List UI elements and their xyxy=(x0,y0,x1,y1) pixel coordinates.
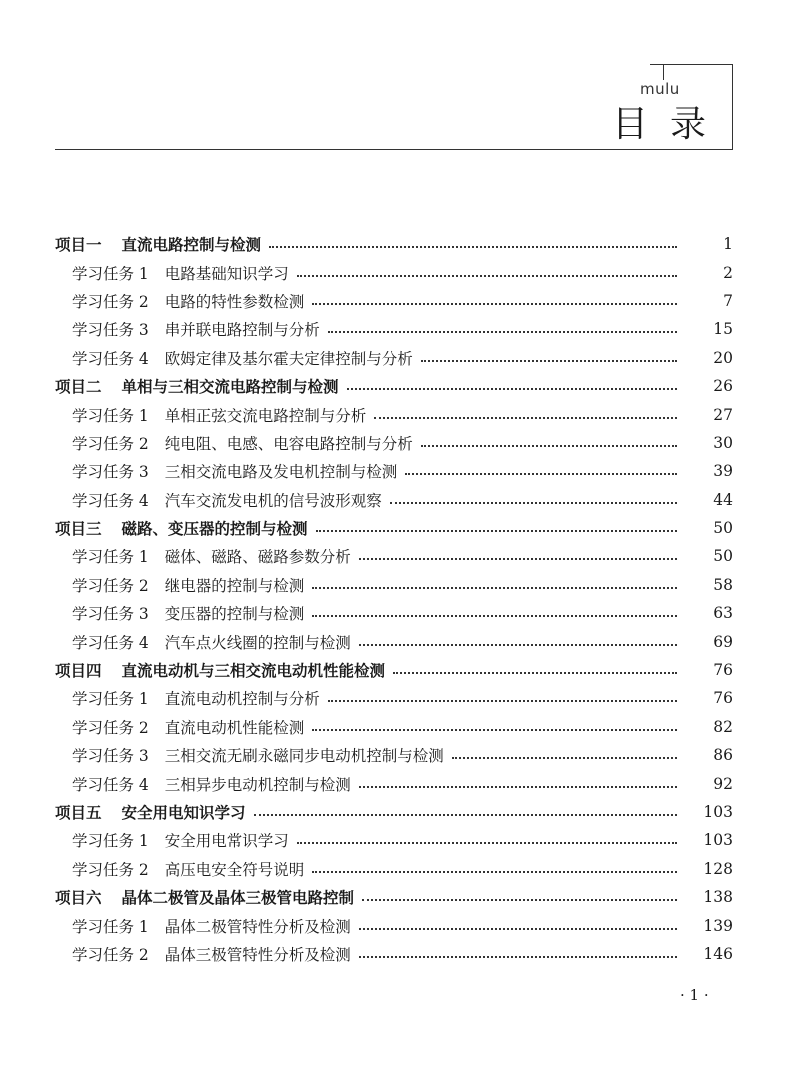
toc-entry-page: 92 xyxy=(713,774,733,793)
toc-entry-title: 三相异步电动机控制与检测 xyxy=(164,775,351,794)
toc-entry-page: 76 xyxy=(713,689,733,708)
dot-leader xyxy=(347,388,677,390)
toc-task-row[interactable] xyxy=(0,344,790,372)
toc-entry-title: 晶体三极管特性分析及检测 xyxy=(164,945,351,964)
dot-leader xyxy=(269,246,677,248)
toc-project-row[interactable] xyxy=(0,798,790,826)
toc-entry-title: 变压器的控制与检测 xyxy=(164,605,305,624)
toc-entry-page: 86 xyxy=(713,746,733,765)
toc-entry-page: 139 xyxy=(703,916,733,935)
toc-entry-title: 磁路、变压器的控制与检测 xyxy=(121,520,308,539)
toc-entry-page: 7 xyxy=(723,291,733,310)
toc-entry-label: 学习任务 2 xyxy=(72,434,149,453)
dot-leader xyxy=(312,729,677,731)
toc-entry-title: 纯电阻、电感、电容电路控制与分析 xyxy=(164,434,413,453)
dot-leader xyxy=(312,303,677,305)
toc-task-row[interactable] xyxy=(0,769,790,797)
toc-project-row[interactable] xyxy=(0,230,790,258)
toc-entry-label: 项目四 xyxy=(55,662,102,681)
page-number: · 1 · xyxy=(680,986,709,1004)
toc-entry-label: 学习任务 2 xyxy=(72,292,149,311)
toc-task-row[interactable] xyxy=(0,855,790,883)
toc-entry-page: 39 xyxy=(713,462,733,481)
toc-entry-title: 高压电安全符号说明 xyxy=(164,860,305,879)
toc-entry-title: 直流电动机与三相交流电动机性能检测 xyxy=(121,662,386,681)
toc-entry-title: 直流电动机控制与分析 xyxy=(164,690,320,709)
dot-leader xyxy=(328,331,677,333)
toc-entry-label: 学习任务 3 xyxy=(72,747,149,766)
toc-entry-title: 继电器的控制与检测 xyxy=(164,576,305,595)
toc-entry-label: 学习任务 1 xyxy=(72,264,149,283)
toc-entry-page: 1 xyxy=(723,235,733,254)
dot-leader xyxy=(359,558,677,560)
toc-entry-title: 汽车点火线圈的控制与检测 xyxy=(164,633,351,652)
toc-task-row[interactable] xyxy=(0,571,790,599)
toc-entry-page: 76 xyxy=(713,661,733,680)
toc-entry-title: 欧姆定律及基尔霍夫定律控制与分析 xyxy=(164,349,413,368)
toc-task-row[interactable] xyxy=(0,457,790,485)
toc-entry-title: 三相交流电路及发电机控制与检测 xyxy=(164,463,398,482)
dot-leader xyxy=(328,700,677,702)
dot-leader xyxy=(359,786,677,788)
toc-entry-label: 学习任务 3 xyxy=(72,605,149,624)
dot-leader xyxy=(312,871,677,873)
toc-entry-title: 电路基础知识学习 xyxy=(164,264,289,283)
header-pinyin: mulu xyxy=(640,80,680,98)
toc-task-row[interactable] xyxy=(0,486,790,514)
dot-leader xyxy=(452,757,677,759)
toc-project-row[interactable] xyxy=(0,514,790,542)
toc-entry-title: 晶体二极管及晶体三极管电路控制 xyxy=(121,889,355,908)
toc-entry-label: 学习任务 3 xyxy=(72,321,149,340)
toc-entry-page: 27 xyxy=(713,405,733,424)
toc-entry-label: 项目五 xyxy=(55,804,102,822)
toc-entry-label: 学习任务 4 xyxy=(72,775,149,794)
toc-entry-label: 学习任务 2 xyxy=(72,718,149,737)
toc-task-row[interactable] xyxy=(0,826,790,854)
toc-task-row[interactable] xyxy=(0,315,790,343)
toc-project-row[interactable] xyxy=(0,883,790,911)
toc-project-row[interactable] xyxy=(0,372,790,400)
toc-entry-label: 学习任务 2 xyxy=(72,945,149,964)
toc-entry-label: 学习任务 2 xyxy=(72,860,149,879)
dot-leader xyxy=(297,842,677,844)
toc-entry-page: 20 xyxy=(713,348,733,367)
toc-entry-title: 汽车交流发电机的信号波形观察 xyxy=(164,491,382,510)
toc-entry-title: 磁体、磁路、磁路参数分析 xyxy=(164,548,351,567)
dot-leader xyxy=(393,672,677,674)
toc-entry-label: 项目一 xyxy=(55,236,102,255)
toc-task-row[interactable] xyxy=(0,627,790,655)
toc-task-row[interactable] xyxy=(0,400,790,428)
header-side-rule xyxy=(732,64,733,150)
toc-task-row[interactable] xyxy=(0,684,790,712)
toc-entry-label: 项目六 xyxy=(55,889,102,908)
toc-task-row[interactable] xyxy=(0,429,790,457)
toc-entry-page: 30 xyxy=(713,433,733,452)
page-header xyxy=(0,0,790,160)
dot-leader xyxy=(312,615,677,617)
toc-entry-page: 103 xyxy=(703,803,733,821)
toc-task-row[interactable] xyxy=(0,258,790,286)
dot-leader xyxy=(405,473,677,475)
toc-entry-label: 项目三 xyxy=(55,520,102,539)
toc-entry-page: 50 xyxy=(713,547,733,566)
toc-entry-label: 学习任务 4 xyxy=(72,491,149,510)
dot-leader xyxy=(359,956,677,958)
dot-leader xyxy=(297,275,677,277)
toc-entry-label: 学习任务 1 xyxy=(72,832,149,851)
dot-leader xyxy=(254,814,677,816)
toc-entry-page: 26 xyxy=(713,377,733,396)
dot-leader xyxy=(374,417,677,419)
toc-entry-page: 82 xyxy=(713,717,733,736)
toc-entry-page: 2 xyxy=(723,263,733,282)
page-title: 目录 xyxy=(612,104,729,145)
toc-entry-title: 直流电动机性能检测 xyxy=(164,718,305,737)
toc-entry-page: 128 xyxy=(703,859,733,878)
toc-entry-title: 单相正弦交流电路控制与分析 xyxy=(164,406,367,425)
toc-task-row[interactable] xyxy=(0,287,790,315)
toc-entry-page: 58 xyxy=(713,575,733,594)
toc-task-row[interactable] xyxy=(0,940,790,968)
toc-entry-label: 学习任务 1 xyxy=(72,548,149,567)
toc-entry-label: 学习任务 2 xyxy=(72,576,149,595)
dot-leader xyxy=(390,502,677,504)
toc-entry-label: 项目二 xyxy=(55,378,102,397)
toc-entry-label: 学习任务 4 xyxy=(72,633,149,652)
toc-entry-title: 直流电路控制与检测 xyxy=(121,236,262,255)
toc-entry-title: 安全用电常识学习 xyxy=(164,832,289,851)
dot-leader xyxy=(316,530,677,532)
toc-entry-label: 学习任务 1 xyxy=(72,690,149,709)
toc-entry-page: 103 xyxy=(703,831,733,850)
dot-leader xyxy=(312,587,677,589)
dot-leader xyxy=(359,928,677,930)
toc-entry-label: 学习任务 3 xyxy=(72,463,149,482)
toc-project-row[interactable] xyxy=(0,656,790,684)
header-tick xyxy=(663,64,664,80)
toc-task-row[interactable] xyxy=(0,911,790,939)
toc-entry-title: 电路的特性参数检测 xyxy=(164,292,305,311)
table-of-contents xyxy=(0,230,790,968)
toc-entry-page: 44 xyxy=(713,490,733,509)
toc-entry-page: 146 xyxy=(703,944,733,963)
dot-leader xyxy=(359,644,677,646)
toc-task-row[interactable] xyxy=(0,542,790,570)
toc-entry-label: 学习任务 1 xyxy=(72,917,149,936)
toc-entry-page: 50 xyxy=(713,519,733,538)
toc-entry-title: 晶体二极管特性分析及检测 xyxy=(164,917,351,936)
toc-entry-label: 学习任务 1 xyxy=(72,406,149,425)
toc-task-row[interactable] xyxy=(0,713,790,741)
toc-entry-page: 15 xyxy=(713,320,733,339)
toc-entry-title: 三相交流无刷永磁同步电动机控制与检测 xyxy=(164,747,444,766)
dot-leader xyxy=(421,445,677,447)
toc-entry-page: 63 xyxy=(713,604,733,623)
toc-task-row[interactable] xyxy=(0,599,790,627)
toc-entry-title: 串并联电路控制与分析 xyxy=(164,321,320,340)
dot-leader xyxy=(362,899,677,901)
toc-entry-title: 安全用电知识学习 xyxy=(121,804,246,822)
toc-entry-page: 69 xyxy=(713,632,733,651)
header-bottom-rule xyxy=(55,149,733,150)
toc-entry-title: 单相与三相交流电路控制与检测 xyxy=(121,378,339,397)
toc-entry-page: 138 xyxy=(703,888,733,907)
toc-entry-label: 学习任务 4 xyxy=(72,349,149,368)
dot-leader xyxy=(421,360,677,362)
toc-task-row[interactable] xyxy=(0,741,790,769)
